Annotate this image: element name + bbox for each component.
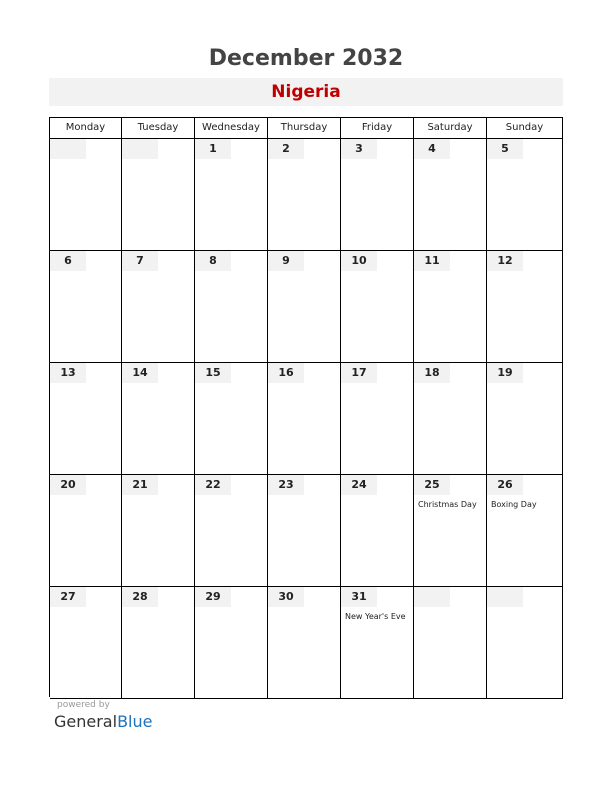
day-number: 30 <box>268 587 304 607</box>
day-number: 3 <box>341 139 377 159</box>
day-number: 20 <box>50 475 86 495</box>
day-cell <box>414 587 487 699</box>
weekday-header: Monday <box>50 118 122 139</box>
day-number: 27 <box>50 587 86 607</box>
day-number: 28 <box>122 587 158 607</box>
day-number: 6 <box>50 251 86 271</box>
country-band <box>49 78 563 106</box>
day-number: 1 <box>195 139 231 159</box>
day-number: 4 <box>414 139 450 159</box>
day-number: 23 <box>268 475 304 495</box>
day-cell <box>195 139 268 251</box>
calendar-title: December 2032 <box>208 46 404 71</box>
day-number: 2 <box>268 139 304 159</box>
day-cell <box>487 251 563 363</box>
holiday-label: Christmas Day <box>418 500 477 509</box>
brand-general: General <box>54 712 118 731</box>
day-cell <box>195 363 268 475</box>
day-number: 13 <box>50 363 86 383</box>
day-number: 16 <box>268 363 304 383</box>
day-cell <box>268 587 341 699</box>
brand-blue: Blue <box>117 712 153 731</box>
day-number: 22 <box>195 475 231 495</box>
day-number: 17 <box>341 363 377 383</box>
day-number: 26 <box>487 475 523 495</box>
day-number: 15 <box>195 363 231 383</box>
day-number: 5 <box>487 139 523 159</box>
day-cell <box>487 587 563 699</box>
holiday-label: New Year's Eve <box>345 612 406 621</box>
country-name: Nigeria <box>271 82 341 102</box>
day-cell <box>50 139 122 251</box>
day-cell <box>50 587 122 699</box>
day-number: 18 <box>414 363 450 383</box>
day-cell <box>122 587 195 699</box>
day-cell <box>487 363 563 475</box>
weekday-header: Saturday <box>414 118 487 139</box>
day-cell <box>122 251 195 363</box>
day-number <box>50 139 86 159</box>
day-number: 29 <box>195 587 231 607</box>
day-cell <box>50 251 122 363</box>
day-number: 7 <box>122 251 158 271</box>
day-number <box>414 587 450 607</box>
day-cell <box>122 363 195 475</box>
brand-logo <box>54 712 152 731</box>
calendar-grid <box>49 117 563 697</box>
day-number: 12 <box>487 251 523 271</box>
day-number: 9 <box>268 251 304 271</box>
day-number: 14 <box>122 363 158 383</box>
day-cell <box>195 587 268 699</box>
day-number <box>122 139 158 159</box>
day-cell <box>487 475 563 587</box>
day-number: 8 <box>195 251 231 271</box>
day-cell <box>341 587 414 699</box>
day-cell <box>268 363 341 475</box>
weekday-header: Wednesday <box>195 118 268 139</box>
weekday-header: Sunday <box>487 118 563 139</box>
day-number <box>487 587 523 607</box>
powered-by-label: powered by <box>57 700 110 710</box>
weekday-header: Tuesday <box>122 118 195 139</box>
weekday-header: Thursday <box>268 118 341 139</box>
day-cell <box>268 251 341 363</box>
day-cell <box>122 475 195 587</box>
day-number: 21 <box>122 475 158 495</box>
day-cell <box>195 475 268 587</box>
day-cell <box>122 139 195 251</box>
day-number: 10 <box>341 251 377 271</box>
day-cell <box>341 139 414 251</box>
day-cell <box>414 363 487 475</box>
day-cell <box>268 475 341 587</box>
day-cell <box>341 475 414 587</box>
day-number: 19 <box>487 363 523 383</box>
day-number: 25 <box>414 475 450 495</box>
day-cell <box>195 251 268 363</box>
day-cell <box>414 139 487 251</box>
day-number: 24 <box>341 475 377 495</box>
day-cell <box>414 251 487 363</box>
day-cell <box>487 139 563 251</box>
day-cell <box>341 251 414 363</box>
day-number: 31 <box>341 587 377 607</box>
day-cell <box>50 475 122 587</box>
day-cell <box>414 475 487 587</box>
holiday-label: Boxing Day <box>491 500 537 509</box>
day-cell <box>268 139 341 251</box>
day-cell <box>341 363 414 475</box>
day-number: 11 <box>414 251 450 271</box>
weekday-header: Friday <box>341 118 414 139</box>
day-cell <box>50 363 122 475</box>
